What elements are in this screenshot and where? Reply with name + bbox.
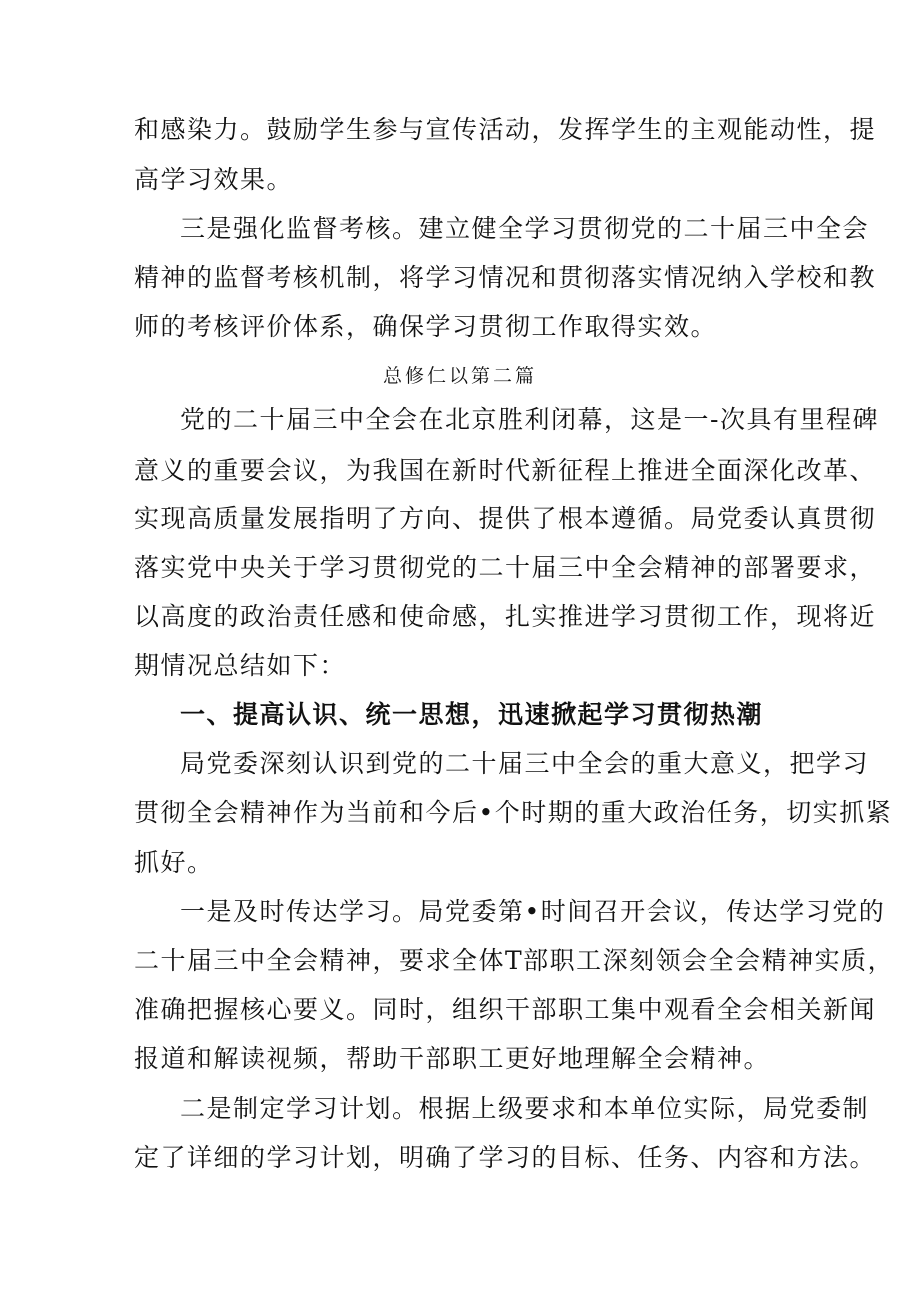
paragraph-line: 准确把握核心要义。同时，组织干部职工集中观看全会相关新闻: [134, 995, 877, 1024]
paragraph-line: 落实党中央关于学习贯彻党的二十届三中全会精神的部署要求，: [134, 553, 877, 582]
paragraph-line: 二是制定学习计划。根据上级要求和本单位实际，局党委制: [180, 1094, 870, 1123]
paragraph-line: 和感染力。鼓励学生参与宣传活动，发挥学生的主观能动性，提: [134, 115, 877, 144]
paragraph-line: 贯彻全会精神作为当前和今后•个时期的重大政治任务，切实抓紧: [134, 798, 893, 827]
paragraph-line: 党的二十届三中全会在北京胜利闭幕，这是一-次具有里程碑: [180, 405, 879, 434]
paragraph-line: 实现高质量发展指明了方向、提供了根本遵循。局党委认真贯彻: [134, 504, 877, 533]
paragraph-line: 一是及时传达学习。局党委第•时间召开会议，传达学习党的: [180, 897, 886, 926]
paragraph-line: 抓好。: [134, 848, 214, 877]
paragraph-line: 高学习效果。: [134, 165, 294, 194]
paragraph-line: 报道和解读视频，帮助干部职工更好地理解全会精神。: [134, 1044, 771, 1073]
paragraph-line: 期情况总结如下：: [134, 651, 347, 680]
paragraph-line: 以高度的政治责任感和使命感，扎实推进学习贯彻工作，现将近: [134, 602, 877, 631]
paragraph-line: 意义的重要会议，为我国在新时代新征程上推进全面深化改革、: [134, 456, 877, 485]
section-title: 总修仁以第二篇: [382, 365, 537, 387]
paragraph-line: 局党委深刻认识到党的二十届三中全会的重大意义，把学习: [180, 749, 870, 778]
paragraph-line: 精神的监督考核机制，将学习情况和贯彻落实情况纳入学校和教: [134, 263, 877, 292]
paragraph-line: 三是强化监督考核。建立健全学习贯彻党的二十届三中全会: [180, 214, 870, 243]
section-heading: 一、提高认识、统一思想，迅速掀起学习贯彻热潮: [180, 700, 764, 729]
paragraph-line: 二十届三中全会精神，要求全体T部职工深刻领会全会精神实质，: [134, 946, 895, 975]
paragraph-line: 师的考核评价体系，确保学习贯彻工作取得实效。: [134, 312, 718, 341]
paragraph-line: 定了详细的学习计划，明确了学习的目标、任务、内容和方法。: [134, 1143, 877, 1172]
